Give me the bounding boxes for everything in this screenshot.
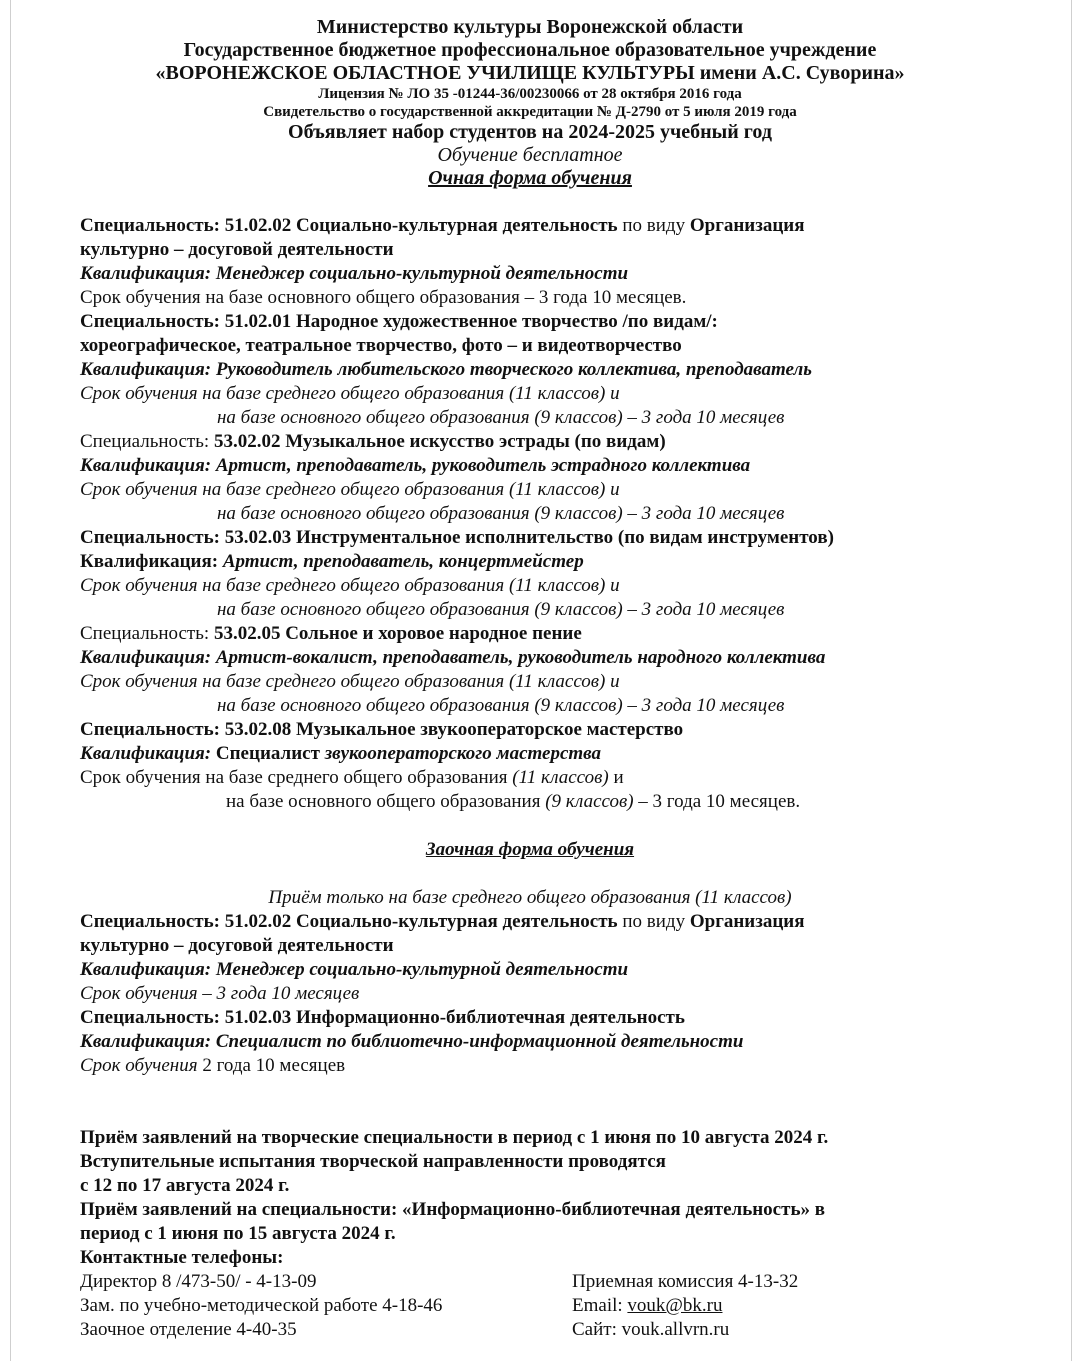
specialty-block (80, 1006, 980, 1078)
contacts-title: Контактные телефоны: (80, 1247, 284, 1268)
specialty-title: 53.02.05 Сольное и хоровое народное пение (213, 623, 582, 644)
admission-line: Приём заявлений на специальности: «Информационно-библиотечная деятельность» в (80, 1199, 826, 1220)
document-page (80, 16, 980, 1342)
header (80, 16, 980, 190)
study-term-cont: на базе основного общего образования (226, 791, 546, 812)
study-term-cont: на базе основного общего образования (9 классов) – 3 года 10 месяцев (217, 503, 785, 524)
specialty-kind-label: по виду (617, 215, 690, 236)
free-education-line: Обучение бесплатное (437, 144, 623, 166)
specialty-block (80, 718, 980, 814)
specialty-block (80, 526, 980, 622)
page-border-right (1071, 0, 1072, 1361)
qualification: Артист, преподаватель, концертмейстер (222, 551, 584, 572)
specialty-title-cont: хореографическое, театральное творчество, фото – и видеотворчество (80, 335, 682, 356)
study-term-cont: на базе основного общего образования (9 классов) – 3 года 10 месяцев (217, 599, 785, 620)
spacer (80, 814, 980, 838)
email-link[interactable]: vouk@bk.ru (627, 1295, 723, 1316)
specialty-block (80, 622, 980, 718)
accreditation-line: Свидетельство о государственной аккредитации № Д-2790 от 5 июля 2019 года (263, 104, 797, 120)
institution-name-line: «ВОРОНЕЖСКОЕ ОБЛАСТНОЕ УЧИЛИЩЕ КУЛЬТУРЫ имени А.С. Суворина» (155, 62, 905, 84)
parttime-section (80, 838, 980, 1078)
specialty-title-cont: культурно – досуговой деятельности (80, 239, 394, 260)
contact-deputy: Зам. по учебно-методической работе 4-18-46 (80, 1295, 443, 1316)
specialty-label: Специальность: (80, 431, 214, 452)
qualification: Квалификация: Артист-вокалист, преподаватель, руководитель народного коллектива (80, 647, 826, 668)
qualification-part: Специалист (215, 743, 325, 764)
specialty-block (80, 310, 980, 430)
institution-type-line: Государственное бюджетное профессиональное образовательное учреждение (183, 39, 877, 61)
study-term-cont: на базе основного общего образования (9 классов) – 3 года 10 месяцев (217, 695, 785, 716)
study-term: Срок обучения на базе среднего общего образования (11 классов) и (80, 383, 620, 404)
ministry-line: Министерство культуры Воронежской области (316, 16, 744, 38)
study-term-classes: (11 классов) (512, 767, 609, 788)
study-term-label: Срок обучения (80, 1055, 198, 1076)
specialty-title: Специальность: 51.02.01 Народное художественное творчество /по видам/: (80, 311, 718, 332)
contacts-section (80, 1246, 980, 1342)
specialty-kind-label: по виду (617, 911, 690, 932)
qualification: Квалификация: Менеджер социально-культурной деятельности (80, 263, 629, 284)
admission-line: Приём заявлений на творческие специальности в период с 1 июня по 10 августа 2024 г. (80, 1127, 829, 1148)
specialty-title: Специальность: 53.02.03 Инструментальное исполнительство (по видам инструментов) (80, 527, 834, 548)
specialty-title: Специальность: 51.02.03 Информационно-библиотечная деятельность (80, 1007, 685, 1028)
license-line: Лицензия № ЛО 35 -01244-36/00230066 от 28 октября 2016 года (318, 86, 742, 102)
specialty-title: Специальность: 51.02.02 Социально-культурная деятельность (80, 215, 618, 236)
spacer (80, 190, 980, 214)
specialty-title: Специальность: 53.02.08 Музыкальное звукооператорское мастерство (80, 719, 684, 740)
qualification-label: Квалификация: (80, 551, 223, 572)
specialty-label: Специальность: (80, 623, 214, 644)
specialty-block (80, 910, 980, 1006)
study-term: 2 года 10 месяцев (197, 1055, 346, 1076)
specialty-block (80, 430, 980, 526)
qualification: звукооператорского мастерства (324, 743, 602, 764)
study-term-duration: – 3 года 10 месяцев. (633, 791, 801, 812)
spacer (80, 1078, 980, 1126)
qualification: Квалификация: Менеджер социально-культурной деятельности (80, 959, 629, 980)
study-term: Срок обучения на базе среднего общего образования (80, 767, 513, 788)
qualification: Квалификация: Артист, преподаватель, руководитель эстрадного коллектива (80, 455, 751, 476)
qualification: Квалификация: Специалист по библиотечно-информационной деятельности (80, 1031, 744, 1052)
specialty-title: Специальность: 51.02.02 Социально-культурная деятельность (80, 911, 618, 932)
study-term-and: и (608, 767, 624, 788)
contact-correspondence: Заочное отделение 4-40-35 (80, 1319, 297, 1340)
study-term: Срок обучения на базе среднего общего образования (11 классов) и (80, 479, 620, 500)
qualification-label: Квалификация: (80, 743, 216, 764)
specialty-kind: Организация (689, 215, 805, 236)
study-term: Срок обучения на базе среднего общего образования (11 классов) и (80, 671, 620, 692)
study-term: Срок обучения на базе основного общего образования – 3 года 10 месяцев. (80, 287, 687, 308)
contact-director: Директор 8 /473-50/ - 4-13-09 (80, 1271, 317, 1292)
fulltime-title: Очная форма обучения (428, 167, 632, 189)
admission-section (80, 1126, 980, 1246)
parttime-title: Заочная форма обучения (425, 839, 635, 860)
study-term-classes: (9 классов) (545, 791, 634, 812)
qualification: Квалификация: Руководитель любительского творческого коллектива, преподаватель (80, 359, 812, 380)
study-term-cont: на базе основного общего образования (9 классов) – 3 года 10 месяцев (217, 407, 785, 428)
study-term: Срок обучения – 3 года 10 месяцев (80, 983, 360, 1004)
admission-line: Вступительные испытания творческой направленности проводятся (80, 1151, 666, 1172)
page-border-left (10, 0, 11, 1361)
specialty-title: 53.02.02 Музыкальное искусство эстрады (по видам) (213, 431, 666, 452)
specialty-title-cont: культурно – досуговой деятельности (80, 935, 394, 956)
site-label: Сайт: (572, 1319, 622, 1340)
email-label: Email: (572, 1295, 628, 1316)
admission-note: Приём только на базе среднего общего образования (11 классов) (268, 887, 792, 908)
specialty-kind: Организация (689, 911, 805, 932)
admission-line: с 12 по 17 августа 2024 г. (80, 1175, 290, 1196)
specialty-block (80, 214, 980, 310)
admission-line: период с 1 июня по 15 августа 2024 г. (80, 1223, 396, 1244)
contact-commission: Приемная комиссия 4-13-32 (572, 1271, 799, 1292)
announcement-line: Объявляет набор студентов на 2024-2025 учебный год (288, 121, 772, 143)
spacer (80, 862, 980, 886)
site-address: vouk.allvrn.ru (621, 1319, 730, 1340)
study-term: Срок обучения на базе среднего общего образования (11 классов) и (80, 575, 620, 596)
fulltime-section (80, 214, 980, 814)
